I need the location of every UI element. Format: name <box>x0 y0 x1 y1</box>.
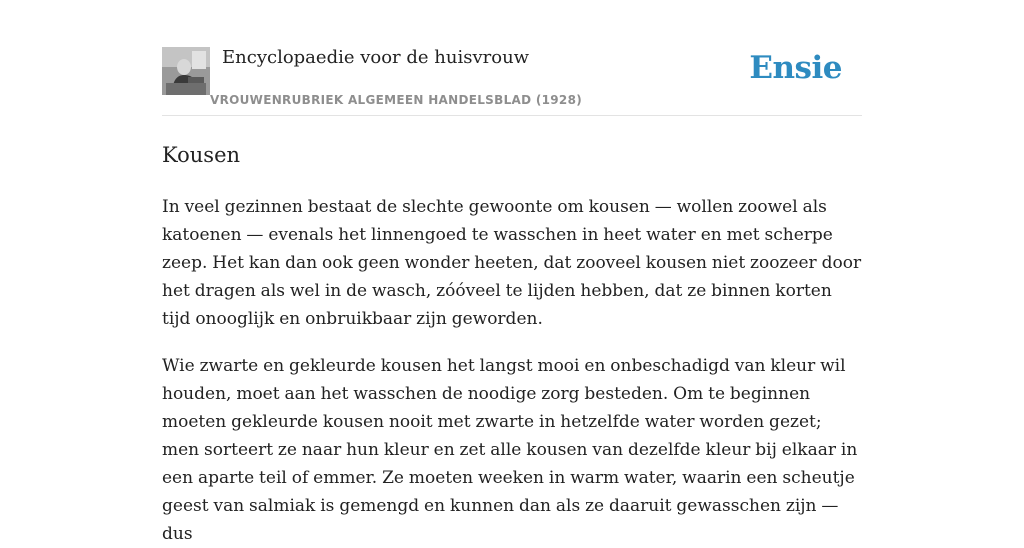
portrait-photo-icon[interactable] <box>162 47 210 95</box>
article-paragraph-1: In veel gezinnen bestaat de slechte gewoonte om kousen — wollen zoowel als katoenen — evenals het linnengoed te wasschen in heet water en met scherpe zeep. Het kan dan ook geen wonder heeten, dat zooveel kousen niet zoozeer door het dragen als wel in de wasch, zóóveel te lijden hebben, dat ze binnen korten tijd onooglijk en onbruikbaar zijn geworden. <box>162 197 862 329</box>
article-title: Kousen <box>162 143 241 167</box>
brand-logo-link[interactable]: Ensie <box>749 50 842 86</box>
site-header <box>162 46 862 116</box>
page <box>162 0 862 548</box>
article-paragraph-2: Wie zwarte en gekleurde kousen het langst mooi en onbeschadigd van kleur wil houden, moet aan het wasschen de noodige zorg besteden. Om te beginnen moeten gekleurde kousen nooit met zwarte in hetzelfde water worden gezet; men sorteert ze naar hun kleur en zet alle kousen van dezelfde kleur bij elkaar in een aparte teil of emmer. Ze moeten weeken in warm water, waarin een scheutje geest van salmiak is gemengd en kunnen dan als ze daaruit gewasschen zijn — dus <box>162 356 858 544</box>
site-subtitle: VROUWENRUBRIEK ALGEMEEN HANDELSBLAD (1928) <box>210 93 583 107</box>
site-title[interactable]: Encyclopaedie voor de huisvrouw <box>222 47 530 68</box>
